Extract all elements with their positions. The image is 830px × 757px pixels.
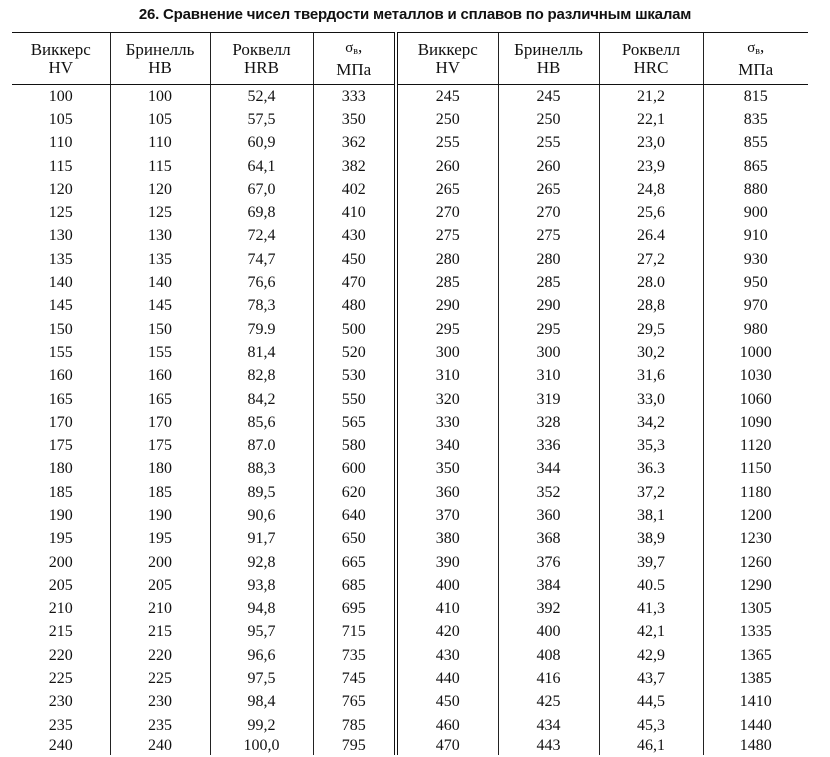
table-cell: 170 [110, 411, 210, 434]
table-cell: 500 [313, 318, 396, 341]
table-cell: 430 [313, 225, 396, 248]
table-cell: 640 [313, 504, 396, 527]
table-cell: 450 [396, 691, 498, 714]
table-cell: 344 [498, 458, 599, 481]
table-cell: 235 [110, 714, 210, 737]
table-cell: 175 [48, 437, 73, 455]
table-cell: 195 [110, 528, 210, 551]
table-cell: 665 [313, 551, 396, 574]
table-cell: 408 [498, 644, 599, 667]
table-cell: 43,7 [599, 667, 703, 690]
table-cell: 180 [110, 458, 210, 481]
column-header-unit: МПа [336, 60, 372, 79]
table-cell: 285 [498, 271, 599, 294]
table-cell: 260 [498, 155, 599, 178]
column-header [703, 33, 808, 85]
table-cell: 530 [313, 365, 396, 388]
table-row [12, 714, 808, 737]
table-cell: 28.0 [599, 271, 703, 294]
column-header-name: Роквелл [621, 39, 681, 59]
table-cell: 150 [110, 318, 210, 341]
table-cell: 765 [313, 691, 396, 714]
table-row [12, 85, 808, 109]
table-cell: 185 [110, 481, 210, 504]
table-cell: 99,2 [210, 714, 313, 737]
table-cell: 1440 [703, 714, 808, 737]
table-cell: 130 [110, 225, 210, 248]
table-cell: 300 [498, 341, 599, 364]
table-cell: 98,4 [210, 691, 313, 714]
column-header-name: Бринелль [125, 39, 195, 59]
table-cell: 145 [48, 297, 73, 315]
table-row [12, 737, 808, 755]
table-cell: 135 [110, 248, 210, 271]
sigma-subscript: в [353, 46, 359, 57]
table-row [12, 108, 808, 131]
table-cell: 1180 [703, 481, 808, 504]
table-cell: 82,8 [210, 365, 313, 388]
table-cell: 23,9 [599, 155, 703, 178]
table-cell: 94,8 [210, 598, 313, 621]
table-cell: 135 [48, 250, 73, 268]
table-row [12, 411, 808, 434]
table-cell: 1410 [703, 691, 808, 714]
table-cell: 42,1 [599, 621, 703, 644]
table-cell: 33,0 [599, 388, 703, 411]
table-cell: 52,4 [210, 85, 313, 109]
table-cell: 1260 [703, 551, 808, 574]
sigma-subscript: в [755, 46, 761, 57]
table-cell: 1480 [703, 737, 808, 755]
table-cell: 1030 [703, 365, 808, 388]
table-cell: 140 [48, 274, 73, 292]
table-cell: 735 [313, 644, 396, 667]
table-cell: 368 [498, 528, 599, 551]
table-cell: 1230 [703, 528, 808, 551]
table-cell: 27,2 [599, 248, 703, 271]
table-cell: 240 [48, 737, 73, 755]
table-cell: 336 [498, 434, 599, 457]
table-cell: 360 [498, 504, 599, 527]
table-cell: 1120 [703, 434, 808, 457]
table-cell: 155 [110, 341, 210, 364]
table-row [12, 551, 808, 574]
table-cell: 240 [110, 737, 210, 755]
table-cell: 155 [48, 343, 73, 361]
table-cell: 29,5 [599, 318, 703, 341]
table-cell: 57,5 [210, 108, 313, 131]
table-cell: 360 [396, 481, 498, 504]
table-cell: 580 [313, 434, 396, 457]
table-cell: 930 [703, 248, 808, 271]
table-cell: 980 [703, 318, 808, 341]
column-header-name: Бринелль [514, 39, 583, 59]
table-cell: 195 [48, 530, 73, 548]
table-cell: 425 [498, 691, 599, 714]
table-cell: 350 [313, 108, 396, 131]
table-cell: 170 [48, 413, 73, 431]
table-cell: 35,3 [599, 434, 703, 457]
table-cell: 695 [313, 598, 396, 621]
table-cell: 45,3 [599, 714, 703, 737]
table-cell: 130 [48, 227, 73, 245]
table-cell: 200 [48, 553, 73, 571]
table-cell: 225 [110, 667, 210, 690]
table-cell: 310 [498, 365, 599, 388]
table-row [12, 178, 808, 201]
table-row [12, 132, 808, 155]
table-cell: 115 [110, 155, 210, 178]
table-cell: 95,7 [210, 621, 313, 644]
table-cell: 160 [48, 367, 73, 385]
column-header [498, 33, 599, 85]
column-header [313, 33, 396, 85]
table-cell: 950 [703, 271, 808, 294]
table-cell: 410 [313, 201, 396, 224]
table-cell: 88,3 [210, 458, 313, 481]
table-row [12, 201, 808, 224]
table-cell: 470 [396, 737, 498, 755]
table-cell: 310 [396, 365, 498, 388]
table-cell: 85,6 [210, 411, 313, 434]
table-cell: 265 [396, 178, 498, 201]
table-cell: 230 [48, 693, 73, 711]
table-cell: 78,3 [210, 295, 313, 318]
table-cell: 100 [110, 85, 210, 109]
table-cell: 81,4 [210, 341, 313, 364]
column-header [12, 33, 110, 85]
table-cell: 69,8 [210, 201, 313, 224]
table-cell: 93,8 [210, 574, 313, 597]
table-row [12, 155, 808, 178]
table-cell: 319 [498, 388, 599, 411]
table-cell: 190 [48, 506, 73, 524]
table-cell: 140 [110, 271, 210, 294]
table-cell: 36.3 [599, 458, 703, 481]
table-cell: 392 [498, 598, 599, 621]
table-row [12, 528, 808, 551]
table-cell: 835 [703, 108, 808, 131]
table-cell: 328 [498, 411, 599, 434]
table-cell: 270 [396, 201, 498, 224]
table-row [12, 388, 808, 411]
table-cell: 400 [396, 574, 498, 597]
table-cell: 97,5 [210, 667, 313, 690]
table-cell: 38,1 [599, 504, 703, 527]
table-cell: 1000 [703, 341, 808, 364]
table-cell: 1290 [703, 574, 808, 597]
table-row [12, 574, 808, 597]
table-cell: 290 [498, 295, 599, 318]
table-cell: 165 [110, 388, 210, 411]
table-row [12, 271, 808, 294]
table-cell: 26.4 [599, 225, 703, 248]
column-header-unit: HRC [633, 57, 669, 77]
table-cell: 380 [396, 528, 498, 551]
table-body [12, 85, 808, 756]
table-cell: 91,7 [210, 528, 313, 551]
table-cell: 443 [498, 737, 599, 755]
table-row [12, 667, 808, 690]
table-cell: 384 [498, 574, 599, 597]
table-cell: 44,5 [599, 691, 703, 714]
table-cell: 1335 [703, 621, 808, 644]
table-cell: 205 [110, 574, 210, 597]
table-cell: 416 [498, 667, 599, 690]
table-cell: 96,6 [210, 644, 313, 667]
table-cell: 470 [313, 271, 396, 294]
table-cell: 89,5 [210, 481, 313, 504]
table-cell: 280 [396, 248, 498, 271]
table-cell: 420 [396, 621, 498, 644]
table-row [12, 598, 808, 621]
table-cell: 382 [313, 155, 396, 178]
column-header-unit: HRB [244, 57, 279, 77]
table-cell: 120 [110, 178, 210, 201]
table-row [12, 341, 808, 364]
table-cell: 410 [396, 598, 498, 621]
table-cell: 64,1 [210, 155, 313, 178]
table-cell: 165 [48, 390, 73, 408]
table-cell: 40.5 [599, 574, 703, 597]
table-cell: 330 [396, 411, 498, 434]
table-cell: 92,8 [210, 551, 313, 574]
table-cell: 21,2 [599, 85, 703, 109]
table-cell: 200 [110, 551, 210, 574]
table-cell: 110 [110, 132, 210, 155]
table-cell: 105 [48, 110, 73, 128]
table-cell: 115 [49, 157, 73, 175]
table-row [12, 691, 808, 714]
table-cell: 275 [396, 225, 498, 248]
table-cell: 300 [396, 341, 498, 364]
column-header-name [314, 38, 395, 61]
table-cell: 235 [48, 716, 73, 734]
table-cell: 74,7 [210, 248, 313, 271]
table-cell: 31,6 [599, 365, 703, 388]
table-cell: 270 [498, 201, 599, 224]
table-row [12, 248, 808, 271]
table-cell: 650 [313, 528, 396, 551]
table-cell: 255 [498, 132, 599, 155]
table-cell: 220 [48, 646, 73, 664]
table-cell: 785 [313, 714, 396, 737]
table-cell: 100 [48, 87, 73, 105]
table-cell: 565 [313, 411, 396, 434]
table-cell: 1150 [703, 458, 808, 481]
table-cell: 42,9 [599, 644, 703, 667]
table-row [12, 365, 808, 388]
table-caption: 26. Сравнение чисел твердости металлов и сплавов по различным шкалам [138, 6, 692, 23]
table-cell: 160 [110, 365, 210, 388]
table-cell: 450 [313, 248, 396, 271]
column-header-name [704, 38, 809, 61]
table-cell: 125 [48, 204, 73, 222]
table-cell: 430 [396, 644, 498, 667]
table-cell: 28,8 [599, 295, 703, 318]
table-cell: 370 [396, 504, 498, 527]
table-cell: 333 [313, 85, 396, 109]
table-row [12, 434, 808, 457]
table-cell: 90,6 [210, 504, 313, 527]
column-header-name: Виккерс [30, 39, 91, 59]
table-cell: 180 [48, 460, 73, 478]
table-cell: 38,9 [599, 528, 703, 551]
table-cell: 520 [313, 341, 396, 364]
column-header-unit: HB [536, 57, 561, 77]
column-header [599, 33, 703, 85]
table-cell: 24,8 [599, 178, 703, 201]
table-row [12, 458, 808, 481]
table-cell: 120 [48, 180, 73, 198]
column-header-unit: HB [148, 57, 172, 77]
table-cell: 60,9 [210, 132, 313, 155]
table-cell: 41,3 [599, 598, 703, 621]
table-cell: 255 [396, 132, 498, 155]
table-cell: 285 [396, 271, 498, 294]
table-cell: 352 [498, 481, 599, 504]
table-cell: 67,0 [210, 178, 313, 201]
table-cell: 275 [498, 225, 599, 248]
table-cell: 250 [396, 108, 498, 131]
table-cell: 25,6 [599, 201, 703, 224]
table-row [12, 225, 808, 248]
table-cell: 72,4 [210, 225, 313, 248]
table-cell: 245 [498, 85, 599, 109]
table-cell: 1365 [703, 644, 808, 667]
table-cell: 220 [110, 644, 210, 667]
table-cell: 685 [313, 574, 396, 597]
table-cell: 745 [313, 667, 396, 690]
table-cell: 145 [110, 295, 210, 318]
table-cell: 260 [396, 155, 498, 178]
table-cell: 245 [396, 85, 498, 109]
table-cell: 230 [110, 691, 210, 714]
table-cell: 280 [498, 248, 599, 271]
table-cell: 175 [110, 434, 210, 457]
table-cell: 1385 [703, 667, 808, 690]
table-cell: 185 [48, 483, 73, 501]
table-cell: 376 [498, 551, 599, 574]
table-cell: 855 [703, 132, 808, 155]
sigma-comma: , [760, 37, 765, 56]
sigma-symbol: σ [747, 40, 756, 56]
table-cell: 76,6 [210, 271, 313, 294]
table-cell: 620 [313, 481, 396, 504]
table-cell: 34,2 [599, 411, 703, 434]
column-header [110, 33, 210, 85]
header-row [12, 33, 808, 85]
table-cell: 215 [110, 621, 210, 644]
table-cell: 87.0 [210, 434, 313, 457]
table-cell: 1305 [703, 598, 808, 621]
table-row [12, 481, 808, 504]
table-cell: 815 [703, 85, 808, 109]
table-cell: 400 [498, 621, 599, 644]
table-cell: 105 [110, 108, 210, 131]
table-cell: 30,2 [599, 341, 703, 364]
table-cell: 265 [498, 178, 599, 201]
table-cell: 910 [703, 225, 808, 248]
table-cell: 434 [498, 714, 599, 737]
hardness-comparison-table [12, 32, 808, 755]
table-cell: 125 [110, 201, 210, 224]
table-cell: 215 [48, 623, 73, 641]
table-cell: 190 [110, 504, 210, 527]
table-cell: 110 [49, 134, 73, 152]
table-cell: 295 [396, 318, 498, 341]
table-cell: 37,2 [599, 481, 703, 504]
table-row [12, 621, 808, 644]
column-header-unit: МПа [738, 60, 774, 79]
table-row [12, 295, 808, 318]
column-header [210, 33, 313, 85]
table-cell: 295 [498, 318, 599, 341]
table-cell: 39,7 [599, 551, 703, 574]
table-cell: 100,0 [210, 737, 313, 755]
table-cell: 79.9 [210, 318, 313, 341]
table-cell: 250 [498, 108, 599, 131]
table-cell: 350 [396, 458, 498, 481]
table-cell: 390 [396, 551, 498, 574]
table-cell: 22,1 [599, 108, 703, 131]
table-cell: 320 [396, 388, 498, 411]
table-cell: 225 [48, 670, 73, 688]
table-cell: 402 [313, 178, 396, 201]
table-cell: 1060 [703, 388, 808, 411]
table-row [12, 644, 808, 667]
table-cell: 23,0 [599, 132, 703, 155]
table-cell: 715 [313, 621, 396, 644]
table-cell: 460 [396, 714, 498, 737]
table-cell: 150 [48, 320, 73, 338]
table-cell: 1200 [703, 504, 808, 527]
table-cell: 900 [703, 201, 808, 224]
table-cell: 880 [703, 178, 808, 201]
column-header-name: Роквелл [232, 39, 291, 59]
table-cell: 290 [396, 295, 498, 318]
table-row [12, 504, 808, 527]
table-cell: 600 [313, 458, 396, 481]
table-cell: 550 [313, 388, 396, 411]
table-cell: 1090 [703, 411, 808, 434]
table-row [12, 318, 808, 341]
table-cell: 205 [48, 576, 73, 594]
table-cell: 210 [48, 600, 73, 618]
column-header [396, 33, 498, 85]
column-header-unit: HV [435, 57, 461, 77]
table-cell: 440 [396, 667, 498, 690]
table-cell: 795 [313, 737, 396, 755]
table-cell: 46,1 [599, 737, 703, 755]
table-cell: 970 [703, 295, 808, 318]
column-header-name: Виккерс [417, 39, 478, 59]
table-cell: 865 [703, 155, 808, 178]
sigma-symbol: σ [345, 40, 354, 56]
sigma-comma: , [358, 37, 363, 56]
table-cell: 480 [313, 295, 396, 318]
table-cell: 84,2 [210, 388, 313, 411]
table-cell: 210 [110, 598, 210, 621]
table-cell: 340 [396, 434, 498, 457]
table-cell: 362 [313, 132, 396, 155]
column-header-unit: HV [48, 57, 74, 77]
